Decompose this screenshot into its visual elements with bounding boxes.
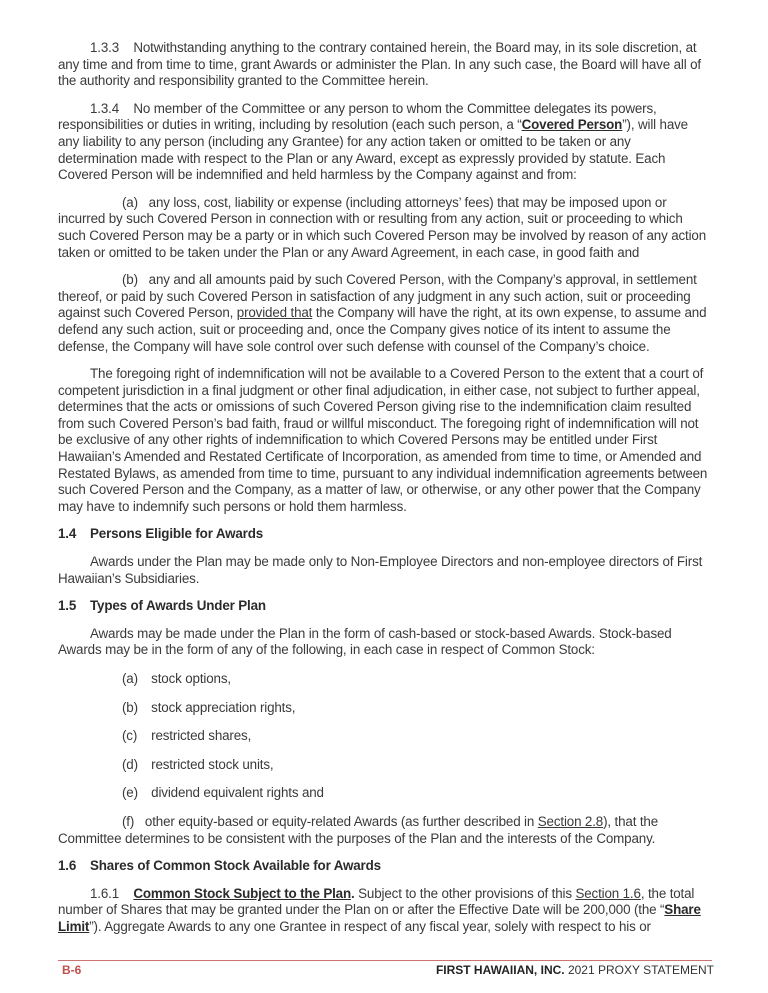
item-label: (b): [122, 272, 138, 288]
paragraph-1-3-4-b: [58, 272, 712, 355]
item-label: (c): [122, 728, 138, 744]
defined-term-share-limit: Share Limit: [58, 902, 701, 934]
item-label: (a): [122, 194, 138, 210]
section-title: Types of Awards Under Plan: [90, 598, 266, 614]
award-type-item: [58, 700, 712, 717]
section-1-5-body: Awards may be made under the Plan in the form of cash-based or stock-based Awards. Stock-based Awards may be in the form of any of the following, in each case in respect of Common Stock:: [58, 625, 672, 658]
item-label: (e): [122, 785, 138, 801]
section-title: Shares of Common Stock Available for Awards: [90, 858, 381, 874]
paragraph-1-3-4-a: [58, 195, 712, 261]
section-1-6-link[interactable]: Section 1.6: [575, 885, 641, 901]
award-type-item: [58, 671, 712, 688]
paragraph-1-3-3: [58, 40, 712, 90]
item-label: (d): [122, 756, 138, 772]
clause-number: 1.3.3: [90, 40, 120, 55]
clause-text: , the total number of Shares that may be granted under the Plan on or after the Effective Date will be 200,000 (the “: [58, 885, 695, 918]
item-text: dividend equivalent rights and: [151, 785, 324, 801]
section-1-4-body: Awards under the Plan may be made only to Non-Employee Directors and non-employee directors of First Hawaiian’s Subsidiaries.: [58, 554, 703, 586]
paragraph-foregoing-indemnification: The foregoing right of indemnification will not be available to a Covered Person to the extent that a court of competent jurisdiction in a final judgment or other final adjudication, in either case, not subject to further appeal, determines that the acts or omissions of such Covered Person giving rise to the indemnification claim resulted from such Covered Person’s bad faith, fraud or willful misconduct. The foregoing right of indemnification will not be exclusive of any other rights of indemnification to which Covered Persons may be entitled under First Hawaiian’s Amended and Restated Certificate of Incorporation, as amended from time to time, or Amended and Restated Bylaws, as amended from time to time, pursuant to any individual indemnification agreements between such Covered Person and the Company, as a matter of law, or otherwise, or any other power that the Company may have to indemnify such persons or hold them harmless.: [58, 366, 708, 514]
clause-number: 1.3.4: [90, 100, 120, 116]
award-type-item: [58, 785, 712, 802]
clause-text: ”), will have any liability to any person (including any Grantee) for any action taken or omitted to be taken or any determination made with respect to the Plan or any Award, except as expressly provided by statute. Each Covered Person will be indemnified and held harmless by the Company against and from:: [58, 117, 688, 183]
item-label: (b): [122, 699, 138, 715]
paragraph-1-6-1: [58, 886, 712, 936]
item-text: ), that the Committee determines to be consistent with the purposes of the Plan and the interests of the Company.: [58, 813, 659, 846]
paragraph-1-3-4: [58, 101, 712, 184]
item-text: stock options,: [151, 671, 231, 686]
section-2-8-link[interactable]: Section 2.8: [537, 813, 604, 829]
section-heading-1-6: [58, 858, 712, 875]
item-text: the Company will have the right, at its own expense, to assume and defend any such action, suit or proceeding and, once the Company gives notice of its intent to assume the defense, the Company will have sole control over such defense with counsel of the Company’s choice.: [58, 305, 707, 354]
document-page: [58, 0, 712, 936]
defined-term-covered-person: Covered Person: [521, 117, 623, 133]
item-text: stock appreciation rights,: [151, 699, 296, 715]
section-heading-1-5: [58, 598, 712, 615]
provided-that-term: provided that: [236, 305, 313, 321]
item-text: any and all amounts paid by such Covered Person, with the Company’s approval, in settlement thereof, or paid by such Covered Person in satisfaction of any judgment in any such action, suit or proceeding against such Covered Person,: [58, 272, 697, 321]
section-number: 1.4: [58, 526, 77, 542]
clause-text: Notwithstanding anything to the contrary contained herein, the Board may, in its sole discretion, at any time and from time to time, grant Awards or administer the Plan. In any such case, the Board will have all of the authority and responsibility granted to the Committee herein.: [58, 40, 701, 89]
item-text: other equity-based or equity-related Awards (as further described in: [144, 813, 538, 829]
clause-text: ”). Aggregate Awards to any one Grantee in respect of any fiscal year, solely with respect to his or: [89, 918, 651, 934]
footer-company: FIRST HAWAIIAN, INC.: [435, 963, 565, 977]
page-number: B-6: [62, 963, 82, 977]
footer-title: [436, 963, 714, 977]
award-type-item: [58, 757, 712, 774]
item-text: any loss, cost, liability or expense (including attorneys’ fees) that may be imposed upon or incurred by such Covered Person in connection with or resulting from any action, suit or proceeding to which such Covered Person may be a party or in which such Covered Person may be involved by reason of any action taken or omitted to be taken under the Plan or any Award Agreement, in each case, in good faith and: [58, 194, 707, 260]
clause-heading: Common Stock Subject to the Plan: [133, 885, 351, 901]
section-heading-1-4: [58, 526, 712, 543]
section-title: Persons Eligible for Awards: [90, 526, 264, 542]
section-number: 1.6: [58, 858, 77, 874]
clause-text: Subject to the other provisions of this: [354, 885, 576, 901]
clause-number: 1.6.1: [90, 885, 120, 901]
section-number: 1.5: [58, 598, 77, 614]
award-type-item: [58, 728, 712, 745]
footer-doc-title: 2021 PROXY STATEMENT: [564, 963, 714, 977]
award-type-item: [58, 814, 712, 847]
item-label: (a): [122, 671, 138, 686]
footer-divider: [58, 960, 712, 961]
item-text: restricted shares,: [151, 728, 252, 744]
item-text: restricted stock units,: [151, 756, 274, 772]
clause-heading-suffix: .: [351, 885, 355, 901]
clause-text: No member of the Committee or any person to whom the Committee delegates its powers, responsibilities or duties in writing, including by resolution (each such person, a “: [58, 100, 657, 133]
item-label: (f): [122, 813, 135, 829]
